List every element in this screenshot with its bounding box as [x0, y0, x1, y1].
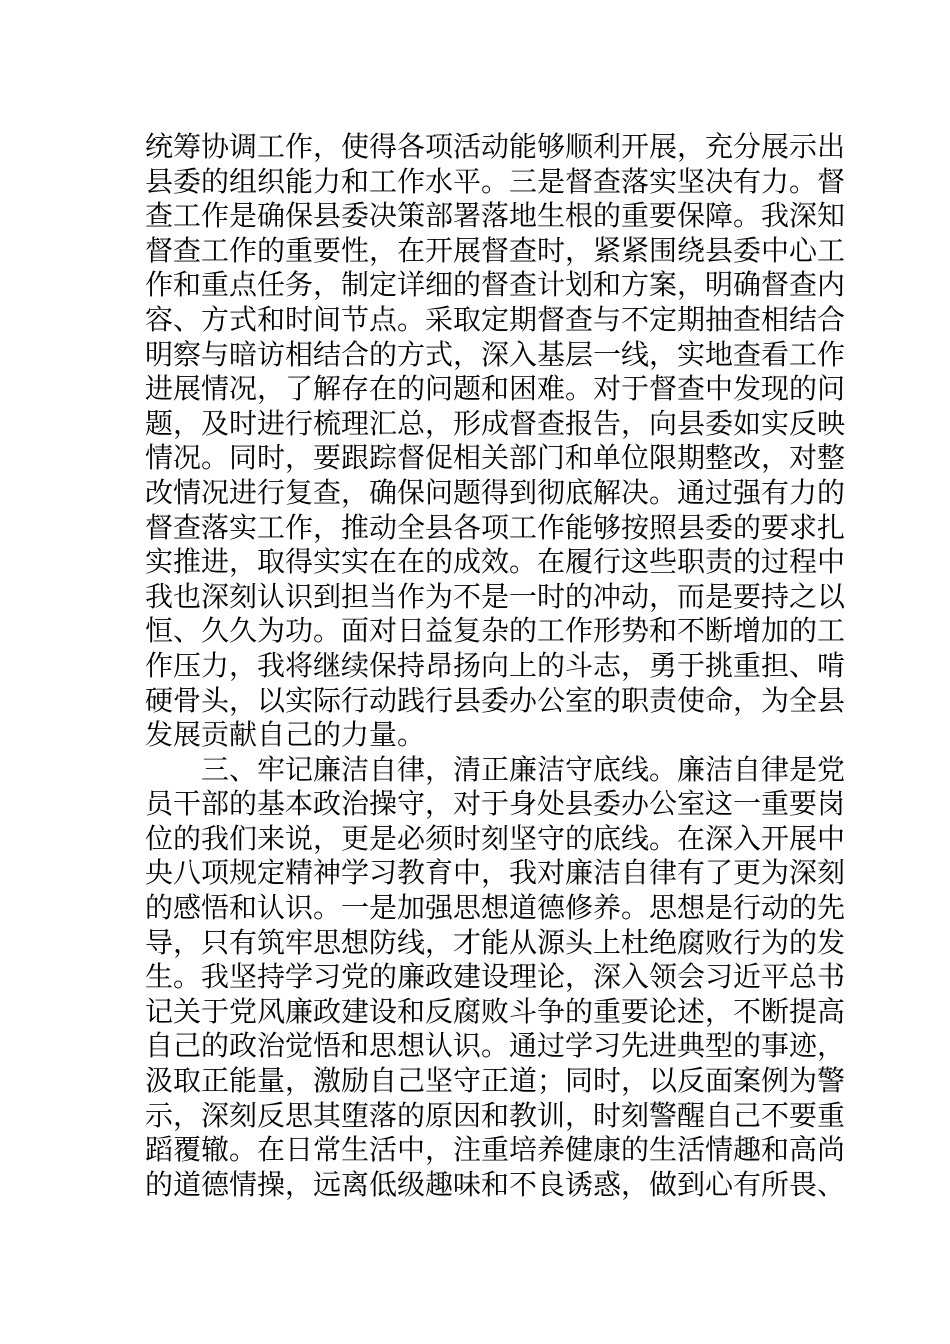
text-line: 员干部的基本政治操守，对于身处县委办公室这一重要岗 [145, 787, 846, 821]
section-heading-line: 三、牢记廉洁自律，清正廉洁守底线。廉洁自律是党 [201, 752, 846, 786]
text-line: 作和重点任务，制定详细的督查计划和方案，明确督查内 [145, 268, 846, 302]
text-line: 蹈覆辙。在日常生活中，注重培养健康的生活情趣和高尚 [145, 1133, 846, 1167]
text-line: 记关于党风廉政建设和反腐败斗争的重要论述，不断提高 [145, 994, 846, 1028]
text-line: 统筹协调工作，使得各项活动能够顺利开展，充分展示出 [145, 130, 846, 163]
text-line: 改情况进行复查，确保问题得到彻底解决。通过强有力的 [145, 475, 846, 509]
text-line: 县委的组织能力和工作水平。三是督查落实坚决有力。督 [145, 164, 846, 198]
text-line: 位的我们来说，更是必须时刻坚守的底线。在深入开展中 [145, 821, 846, 855]
text-line: 督查工作的重要性，在开展督查时，紧紧围绕县委中心工 [145, 233, 846, 267]
text-line: 恒、久久为功。面对日益复杂的工作形势和不断增加的工 [145, 614, 846, 648]
text-line: 发展贡献自己的力量。 [145, 718, 426, 752]
text-line: 督查落实工作，推动全县各项工作能够按照县委的要求扎 [145, 510, 846, 544]
text-line: 的道德情操，远离低级趣味和不良诱惑，做到心有所畏、 [145, 1167, 846, 1201]
text-line: 央八项规定精神学习教育中，我对廉洁自律有了更为深刻 [145, 856, 846, 890]
text-line: 我也深刻认识到担当作为不是一时的冲动，而是要持之以 [145, 579, 846, 613]
text-line: 情况。同时，要跟踪督促相关部门和单位限期整改，对整 [145, 441, 846, 475]
body-text [145, 130, 846, 1202]
text-line: 作压力，我将继续保持昂扬向上的斗志，勇于挑重担、啃 [145, 648, 846, 682]
text-line: 示，深刻反思其堕落的原因和教训，时刻警醒自己不要重 [145, 1098, 846, 1132]
text-line: 进展情况，了解存在的问题和困难。对于督查中发现的问 [145, 372, 846, 406]
text-line: 生。我坚持学习党的廉政建设理论，深入领会习近平总书 [145, 960, 846, 994]
text-line: 自己的政治觉悟和思想认识。通过学习先进典型的事迹， [145, 1029, 846, 1063]
text-line: 导，只有筑牢思想防线，才能从源头上杜绝腐败行为的发 [145, 925, 846, 959]
text-line: 的感悟和认识。一是加强思想道德修养。思想是行动的先 [145, 891, 846, 925]
text-line: 容、方式和时间节点。采取定期督查与不定期抽查相结合 [145, 302, 846, 336]
text-line: 明察与暗访相结合的方式，深入基层一线，实地查看工作 [145, 337, 846, 371]
text-line: 汲取正能量，激励自己坚守正道；同时，以反面案例为警 [145, 1064, 846, 1098]
text-line: 题，及时进行梳理汇总，形成督查报告，向县委如实反映 [145, 406, 846, 440]
text-line: 硬骨头，以实际行动践行县委办公室的职责使命，为全县 [145, 683, 846, 717]
text-line: 实推进，取得实实在在的成效。在履行这些职责的过程中 [145, 545, 846, 579]
text-line: 查工作是确保县委决策部署落地生根的重要保障。我深知 [145, 199, 846, 233]
